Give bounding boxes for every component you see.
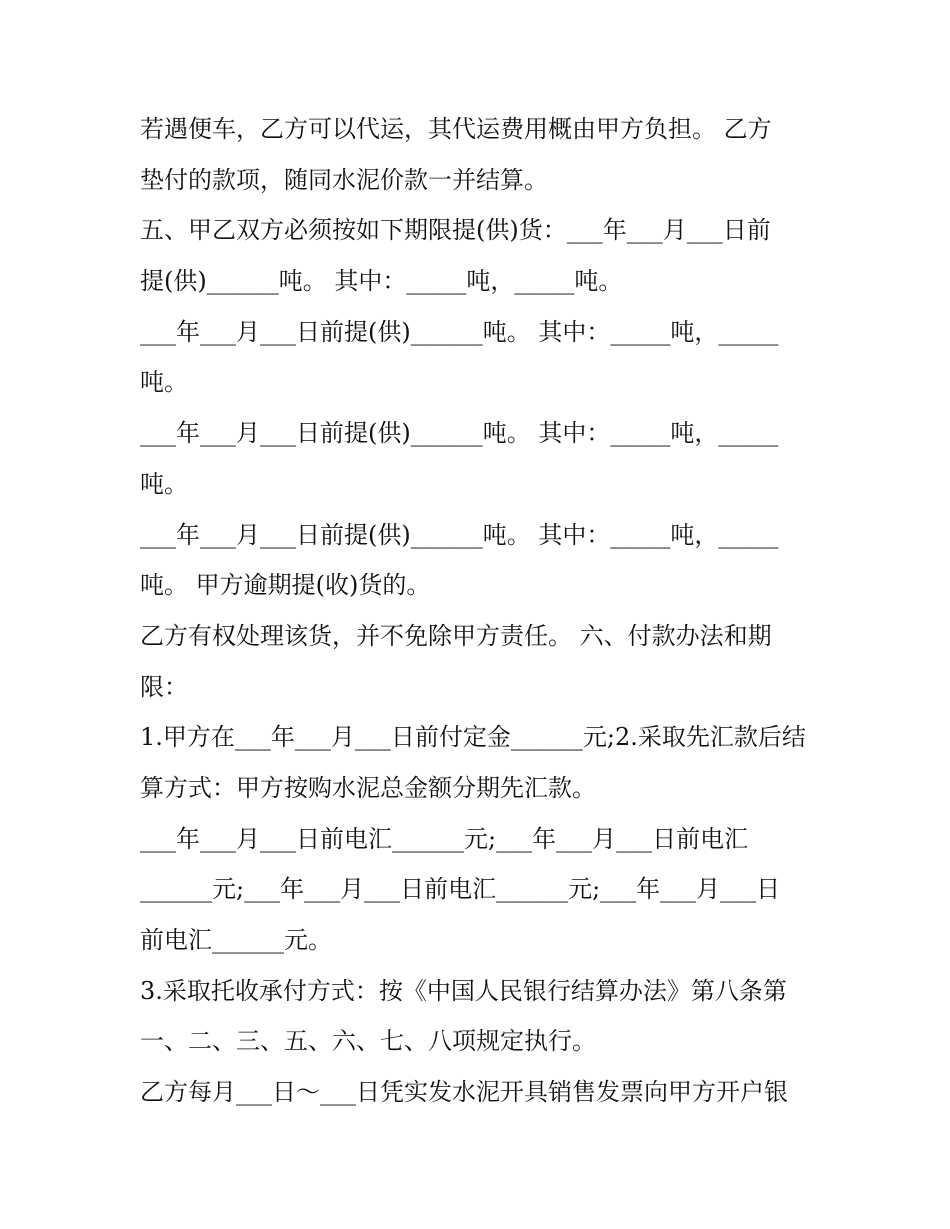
- text-line: 一、二、三、五、六、七、八项规定执行。: [140, 1027, 596, 1056]
- text-line: 3.采取托收承付方式：按《中国人民银行结算办法》第八条第: [140, 976, 787, 1005]
- text-line: 乙方每月___日～___日凭实发水泥开具销售发票向甲方开户银: [140, 1078, 788, 1107]
- text-line: 1.甲方在___年___月___日前付定金______元;2.采取先汇款后结: [140, 723, 806, 752]
- text-line: 算方式：甲方按购水泥总金额分期先汇款。: [140, 773, 596, 802]
- text-line: ___年___月___日前电汇______元;___年___月___日前电汇: [140, 824, 749, 853]
- text-line: 前电汇______元。: [140, 926, 332, 954]
- text-line: 提(供)______吨。 其中：_____吨，_____吨。: [140, 267, 623, 296]
- text-line: 吨。: [140, 368, 188, 397]
- text-line: 限：: [140, 672, 188, 701]
- text-line: ___年___月___日前提(供)______吨。 其中：_____吨，_____: [140, 520, 779, 549]
- text-line: 五、甲乙双方必须按如下期限提(供)货：___年___月___日前: [140, 216, 771, 245]
- text-line: ___年___月___日前提(供)______吨。 其中：_____吨，_____: [140, 419, 779, 448]
- text-line: 垫付的款项，随同水泥价款一并结算。: [140, 165, 548, 194]
- document-body: [140, 104, 830, 1118]
- text-line: ______元;___年___月___日前电汇______元;___年___月___日: [140, 875, 781, 904]
- text-line: 吨。 甲方逾期提(收)货的。: [140, 571, 431, 600]
- text-line: 若遇便车，乙方可以代运，其代运费用概由甲方负担。 乙方: [140, 115, 772, 143]
- text-line: 乙方有权处理该货，并不免除甲方责任。 六、付款办法和期: [140, 621, 772, 650]
- text-line: 吨。: [140, 469, 188, 498]
- text-line: ___年___月___日前提(供)______吨。 其中：_____吨，_____: [140, 317, 779, 346]
